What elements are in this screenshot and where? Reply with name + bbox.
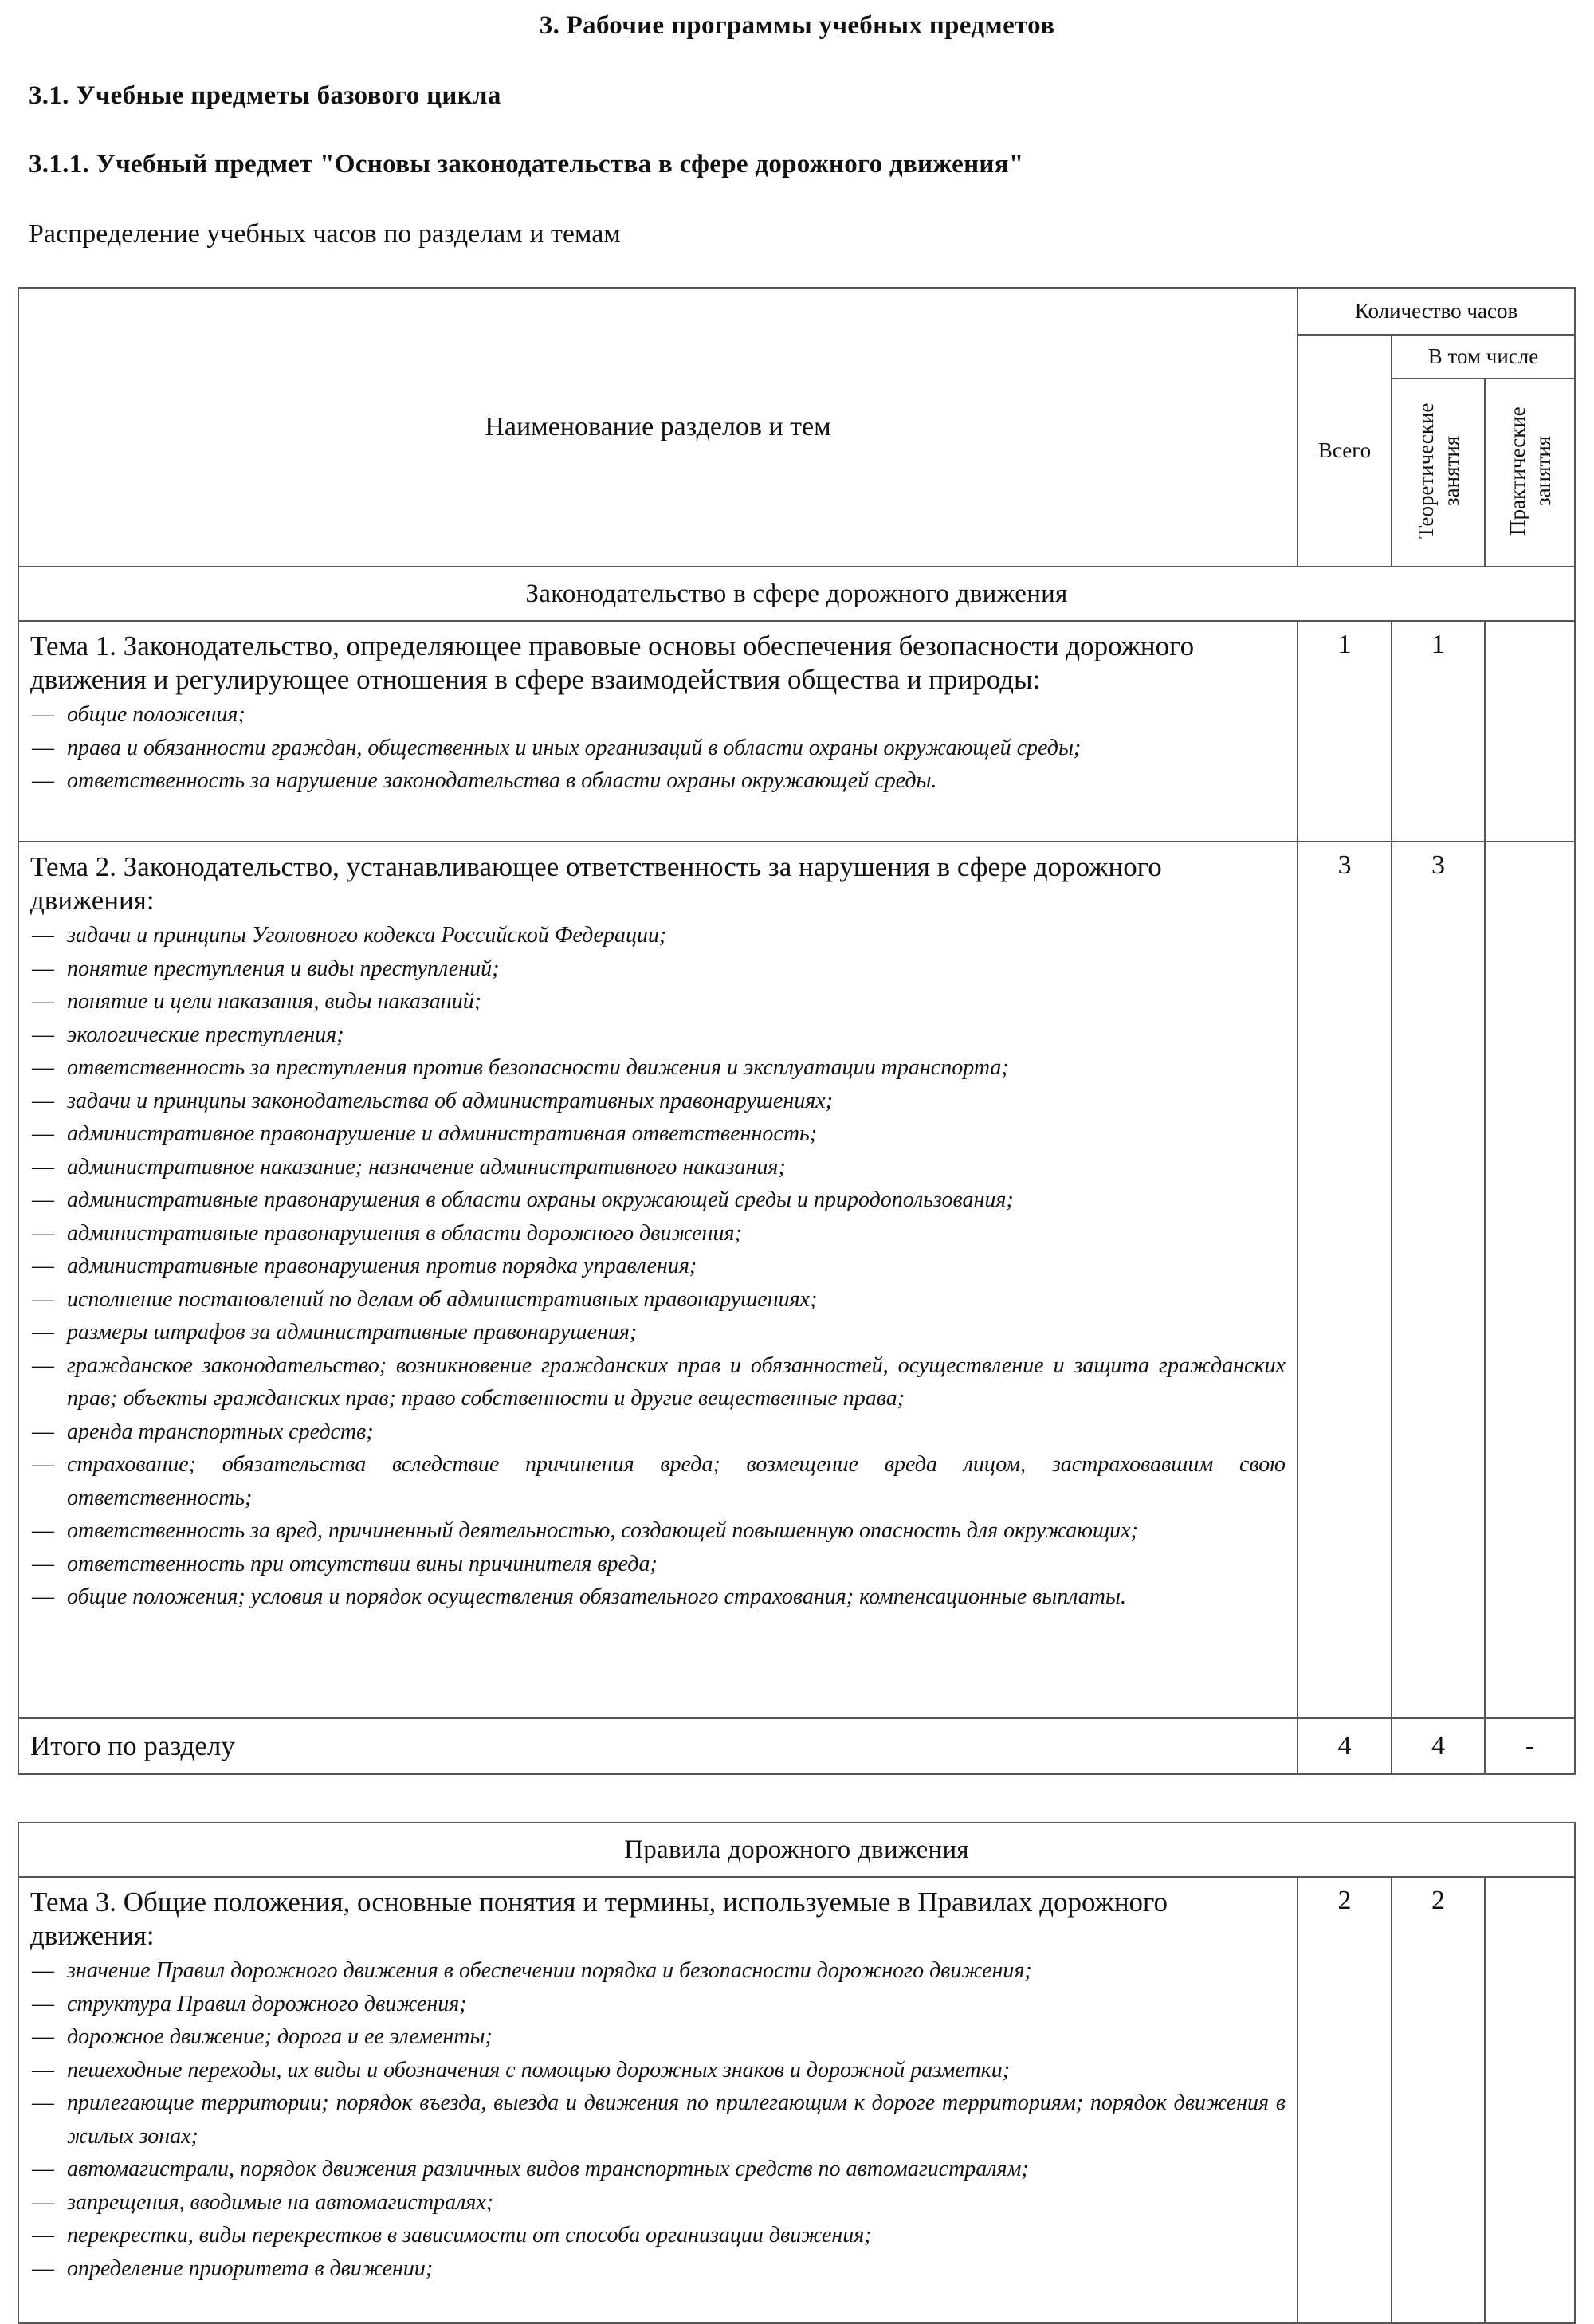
topic-item: — гражданское законодательство; возникновение гражданских прав и обязанностей, осуществление и защита гражданских прав; объекты гражданских прав; право собственности и другие вещественные права; [32, 1349, 1286, 1415]
header-theory-label: Теоретические занятия [1413, 402, 1463, 539]
dash-bullet-icon: — [32, 1254, 54, 1278]
dash-bullet-icon: — [32, 1154, 54, 1180]
subject-heading: 3.1.1. Учебный предмет "Основы законодательства в сфере дорожного движения" [29, 150, 1024, 179]
topic-item: — аренда транспортных средств; [32, 1415, 1286, 1449]
header-practice-label: Практические занятия [1505, 406, 1555, 536]
section-title: Законодательство в сфере дорожного движения [18, 567, 1575, 621]
hours-table-section-2 [18, 1822, 1576, 2324]
topic-title: Тема 2. Законодательство, устанавливающее ответственность за нарушения в сфере дорожного движения: [30, 851, 1162, 916]
section-theory-hours: 4 [1392, 1718, 1485, 1774]
topic-item: — пешеходные переходы, их виды и обозначения с помощью дорожных знаков и дорожной разметки; [32, 2054, 1286, 2087]
topic-item: — экологические преступления; [32, 1019, 1286, 1052]
topic-cell [18, 1877, 1298, 2323]
topic-total-hours: 3 [1298, 842, 1392, 1718]
dash-bullet-icon: — [32, 768, 54, 793]
dash-bullet-icon: — [32, 1958, 54, 1983]
dash-bullet-icon: — [32, 2189, 54, 2215]
dash-bullet-icon: — [32, 1551, 54, 1576]
topic-practice-hours [1485, 842, 1575, 1718]
dash-bullet-icon: — [32, 1286, 54, 1312]
topic-items [30, 919, 1286, 1614]
topic-title: Тема 1. Законодательство, определяющее правовые основы обеспечения безопасности дорожного движения и регулирующее отношения в сфере взаимодействия общества и природы: [30, 630, 1195, 695]
section-total-row [18, 1718, 1575, 1774]
topic-items [30, 698, 1286, 798]
dash-bullet-icon: — [32, 1188, 54, 1212]
page-title: 3. Рабочие программы учебных предметов [539, 11, 1055, 40]
dash-bullet-icon: — [32, 1121, 54, 1146]
header-total-column: Всего [1298, 335, 1392, 567]
dash-bullet-icon: — [32, 1320, 54, 1345]
topic-title: Тема 3. Общие положения, основные понятия и термины, используемые в Правилах дорожного движения: [30, 1886, 1168, 1951]
topic-row [18, 621, 1575, 842]
topic-item: — размеры штрафов за административные правонарушения; [32, 1316, 1286, 1349]
topic-total-hours: 2 [1298, 1877, 1392, 2323]
topic-item: — административное наказание; назначение административного наказания; [32, 1151, 1286, 1184]
topic-item: — перекрестки, виды перекрестков в зависимости от способа организации движения; [32, 2219, 1286, 2252]
dash-bullet-icon: — [32, 1220, 54, 1246]
topic-item: — автомагистрали, порядок движения различных видов транспортных средств по автомагистралям; [32, 2153, 1286, 2186]
topic-item: — административные правонарушения в области охраны окружающей среды и природопользования; [32, 1184, 1286, 1217]
topic-item: — структура Правил дорожного движения; [32, 1988, 1286, 2021]
topic-item: — задачи и принципы Уголовного кодекса Российской Федерации; [32, 919, 1286, 952]
header-name-column: Наименование разделов и тем [18, 288, 1298, 567]
topic-item: — ответственность за вред, причиненный деятельностью, создающей повышенную опасность для окружающих; [32, 1514, 1286, 1548]
topic-row [18, 842, 1575, 1718]
topic-theory-hours: 1 [1392, 621, 1485, 842]
dash-bullet-icon: — [32, 1088, 54, 1113]
dash-bullet-icon: — [32, 2090, 54, 2115]
topic-item: — понятие и цели наказания, виды наказаний; [32, 985, 1286, 1019]
subsection-heading: 3.1. Учебные предметы базового цикла [29, 81, 501, 110]
topic-item: — задачи и принципы законодательства об административных правонарушениях; [32, 1085, 1286, 1118]
section-row [18, 1823, 1575, 1877]
topic-theory-hours: 3 [1392, 842, 1485, 1718]
dash-bullet-icon: — [32, 2024, 54, 2049]
section-total-hours: 4 [1298, 1718, 1392, 1774]
section-practice-hours: - [1485, 1718, 1575, 1774]
topic-item: — ответственность при отсутствии вины причинителя вреда; [32, 1548, 1286, 1581]
dash-bullet-icon: — [32, 2157, 54, 2181]
header-practice-column [1485, 379, 1575, 567]
dash-bullet-icon: — [32, 2255, 54, 2281]
topic-item: — запрещения, вводимые на автомагистралях; [32, 2186, 1286, 2220]
topic-item: — ответственность за нарушение законодательства в области охраны окружающей среды. [32, 764, 1286, 798]
header-theory-column [1392, 379, 1485, 567]
section-title: Правила дорожного движения [18, 1823, 1575, 1877]
dash-bullet-icon: — [32, 1022, 54, 1047]
dash-bullet-icon: — [32, 2223, 54, 2247]
dash-bullet-icon: — [32, 1452, 54, 1477]
topic-items [30, 1954, 1286, 2285]
dash-bullet-icon: — [32, 1419, 54, 1444]
topic-item: — административное правонарушение и административная ответственность; [32, 1117, 1286, 1151]
topic-item: — общие положения; условия и порядок осуществления обязательного страхования; компенсационные выплаты. [32, 1580, 1286, 1614]
dash-bullet-icon: — [32, 735, 54, 760]
topic-item: — страхование; обязательства вследствие причинения вреда; возмещение вреда лицом, застраховавшим свою ответственность; [32, 1448, 1286, 1514]
topic-item: — понятие преступления и виды преступлений; [32, 952, 1286, 986]
topic-item: — ответственность за преступления против безопасности движения и эксплуатации транспорта; [32, 1051, 1286, 1085]
topic-cell [18, 621, 1298, 842]
topic-theory-hours: 2 [1392, 1877, 1485, 2323]
topic-item: — административные правонарушения в области дорожного движения; [32, 1217, 1286, 1250]
topic-item: — дорожное движение; дорога и ее элементы; [32, 2020, 1286, 2054]
topic-item: — общие положения; [32, 698, 1286, 732]
header-hours-group: Количество часов [1298, 288, 1575, 335]
topic-item: — прилегающие территории; порядок въезда, выезда и движения по прилегающим к дороге территориям; порядок движения в жилых зонах; [32, 2086, 1286, 2153]
header-including-group: В том числе [1392, 335, 1575, 379]
hours-table-section-1 [18, 287, 1576, 1775]
dash-bullet-icon: — [32, 1352, 54, 1378]
topic-practice-hours [1485, 1877, 1575, 2323]
dash-bullet-icon: — [32, 923, 54, 948]
dash-bullet-icon: — [32, 702, 54, 727]
dash-bullet-icon: — [32, 989, 54, 1014]
dash-bullet-icon: — [32, 956, 54, 981]
topic-cell [18, 842, 1298, 1718]
section-total-label: Итого по разделу [18, 1718, 1298, 1774]
dash-bullet-icon: — [32, 1518, 54, 1543]
table-caption: Распределение учебных часов по разделам и темам [29, 219, 621, 249]
topic-total-hours: 1 [1298, 621, 1392, 842]
topic-item: — исполнение постановлений по делам об административных правонарушениях; [32, 1283, 1286, 1317]
dash-bullet-icon: — [32, 1584, 54, 1609]
dash-bullet-icon: — [32, 1991, 54, 2016]
section-row [18, 567, 1575, 621]
dash-bullet-icon: — [32, 2057, 54, 2083]
topic-item: — административные правонарушения против порядка управления; [32, 1250, 1286, 1283]
topic-row [18, 1877, 1575, 2323]
topic-item: — значение Правил дорожного движения в обеспечении порядка и безопасности дорожного движения; [32, 1954, 1286, 1988]
topic-practice-hours [1485, 621, 1575, 842]
dash-bullet-icon: — [32, 1055, 54, 1080]
topic-item: — определение приоритета в движении; [32, 2252, 1286, 2286]
topic-item: — права и обязанности граждан, общественных и иных организаций в области охраны окружающей среды; [32, 732, 1286, 765]
